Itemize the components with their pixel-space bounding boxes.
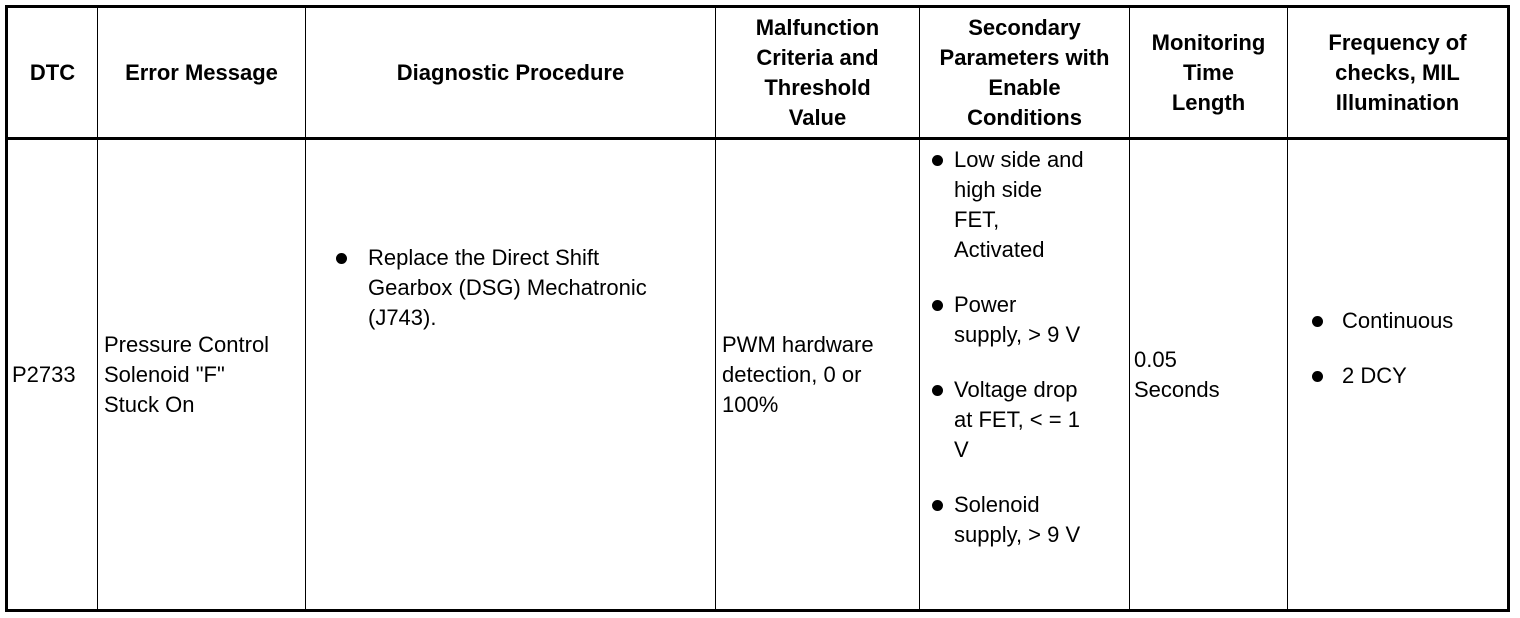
bullet-icon — [932, 500, 943, 511]
dtc-table — [5, 5, 1510, 612]
header-line: Threshold — [764, 74, 871, 100]
list-item — [920, 290, 1123, 350]
list-item — [920, 145, 1123, 265]
bullet-icon — [932, 155, 943, 166]
text-line: Replace the Direct Shift — [368, 245, 600, 270]
text-line: at FET, < = 1 — [954, 407, 1080, 432]
text-line: Pressure Control — [104, 331, 270, 357]
bullet-icon — [336, 253, 347, 264]
header-dtc-text: DTC — [29, 59, 76, 85]
text-line: 2 DCY — [1342, 363, 1407, 388]
text-line: high side — [954, 177, 1043, 202]
dtc-code: P2733 — [12, 361, 76, 387]
header-malfunction-criteria — [716, 7, 920, 139]
bullet-icon — [1312, 316, 1323, 327]
list-item — [920, 490, 1123, 550]
text-line: Activated — [954, 237, 1045, 262]
text-line: 100% — [722, 391, 779, 417]
header-line: Monitoring — [1151, 29, 1266, 55]
cell-diagnostic-procedure — [306, 139, 716, 611]
header-diagnostic-procedure — [306, 7, 716, 139]
header-line: Value — [788, 104, 847, 130]
header-line: Frequency of — [1328, 29, 1467, 55]
cell-error-message — [98, 139, 306, 611]
text-line: 0.05 — [1134, 346, 1177, 372]
header-diagnostic-procedure-text: Diagnostic Procedure — [396, 59, 625, 85]
header-monitoring-time — [1130, 7, 1288, 139]
text-line: PWM hardware — [722, 331, 874, 357]
text-line: (J743). — [368, 305, 437, 330]
list-item — [1294, 306, 1501, 336]
text-line: supply, > 9 V — [954, 322, 1081, 347]
table-header — [7, 7, 1509, 139]
text-line: Seconds — [1134, 376, 1220, 402]
header-dtc — [7, 7, 98, 139]
header-error-message-text: Error Message — [125, 59, 278, 85]
header-line: Secondary — [968, 14, 1081, 40]
list-item — [312, 243, 709, 333]
cell-monitoring-time — [1130, 139, 1288, 611]
text-line: Gearbox (DSG) Mechatronic — [368, 275, 647, 300]
header-line: Parameters with — [939, 44, 1110, 70]
text-line: Solenoid — [954, 492, 1040, 517]
cell-frequency — [1288, 139, 1509, 611]
bullet-icon — [932, 385, 943, 396]
header-frequency — [1288, 7, 1509, 139]
cell-malfunction-criteria — [716, 139, 920, 611]
header-line: Illumination — [1335, 89, 1460, 115]
text-line: supply, > 9 V — [954, 522, 1081, 547]
list-item — [1294, 361, 1501, 391]
header-line: Time — [1183, 59, 1234, 85]
header-error-message — [98, 7, 306, 139]
text-line: Stuck On — [104, 391, 195, 417]
text-line: Voltage drop — [954, 377, 1078, 402]
header-line: Criteria and — [756, 44, 879, 70]
bullet-icon — [932, 300, 943, 311]
procedure-list — [312, 243, 709, 333]
text-line: FET, — [954, 207, 1000, 232]
frequency-list — [1294, 306, 1501, 391]
header-secondary-parameters — [920, 7, 1130, 139]
secondary-list — [920, 145, 1123, 550]
text-line: Continuous — [1342, 308, 1454, 333]
header-row — [7, 7, 1509, 139]
header-line: Length — [1171, 89, 1246, 115]
header-line: Enable — [988, 74, 1061, 100]
text-line: Power — [954, 292, 1017, 317]
cell-secondary-parameters — [920, 139, 1130, 611]
cell-dtc — [7, 139, 98, 611]
bullet-icon — [1312, 371, 1323, 382]
header-line: Conditions — [967, 104, 1082, 130]
header-line: checks, MIL — [1335, 59, 1460, 85]
table-body — [7, 139, 1509, 611]
header-line: Malfunction — [755, 14, 880, 40]
list-item — [920, 375, 1123, 465]
text-line: Solenoid "F" — [104, 361, 225, 387]
text-line: V — [954, 437, 969, 462]
text-line: detection, 0 or — [722, 361, 862, 387]
text-line: Low side and — [954, 147, 1084, 172]
table-row — [7, 139, 1509, 611]
